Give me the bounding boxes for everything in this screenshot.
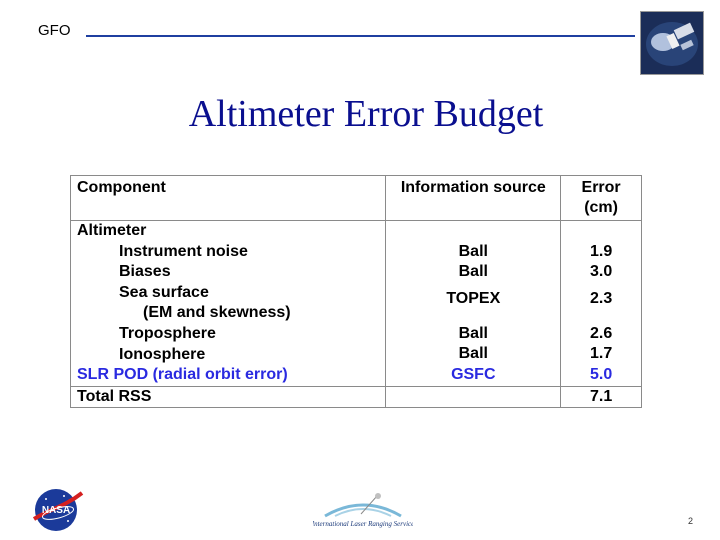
error-value: 2.3 <box>589 289 613 307</box>
source-value: Ball <box>458 242 488 260</box>
source-value: Ball <box>458 324 488 342</box>
component-name: Troposphere <box>119 324 216 342</box>
component-name: Ionosphere <box>119 345 206 363</box>
ilrs-logo-icon <box>313 490 413 530</box>
source-value: Ball <box>458 345 488 363</box>
column-header-error: Error (cm) <box>561 176 642 221</box>
slide-title: Altimeter Error Budget <box>188 93 544 135</box>
error-value: 5.0 <box>589 365 613 383</box>
error-value: 3.0 <box>589 263 613 281</box>
total-value: 7.1 <box>561 386 642 407</box>
total-source <box>386 386 561 407</box>
group-label: Altimeter <box>77 222 147 239</box>
component-name: Sea surface <box>119 283 209 301</box>
svg-text:NASA: NASA <box>41 505 71 516</box>
header-rule <box>86 35 635 37</box>
column-header-component: Component <box>71 176 386 221</box>
source-value: TOPEX <box>446 289 501 307</box>
component-name: SLR POD (radial orbit error) <box>77 366 288 384</box>
component-name: Instrument noise <box>119 242 248 260</box>
satellite-logo-icon <box>640 11 704 75</box>
column-header-source: Information source <box>386 176 561 221</box>
source-value: GSFC <box>451 365 496 383</box>
header-label: GFO <box>38 22 71 39</box>
error-cell <box>561 221 642 387</box>
error-value: 1.9 <box>589 242 613 260</box>
component-cell <box>71 221 386 387</box>
error-budget-table <box>70 175 642 408</box>
source-cell <box>386 221 561 387</box>
source-value: Ball <box>458 263 488 281</box>
error-value: 1.7 <box>589 345 613 363</box>
total-label: Total RSS <box>71 386 386 407</box>
table-header-row <box>71 176 642 221</box>
total-row <box>71 386 642 407</box>
component-name: Biases <box>119 263 171 281</box>
table-row <box>71 221 642 387</box>
error-value: 2.6 <box>589 324 613 342</box>
svg-text:International Laser Ranging Se: International Laser Ranging Service <box>313 520 413 528</box>
page-number: 2 <box>688 516 694 526</box>
nasa-logo-icon <box>32 485 84 533</box>
component-name: (EM and skewness) <box>143 304 291 322</box>
